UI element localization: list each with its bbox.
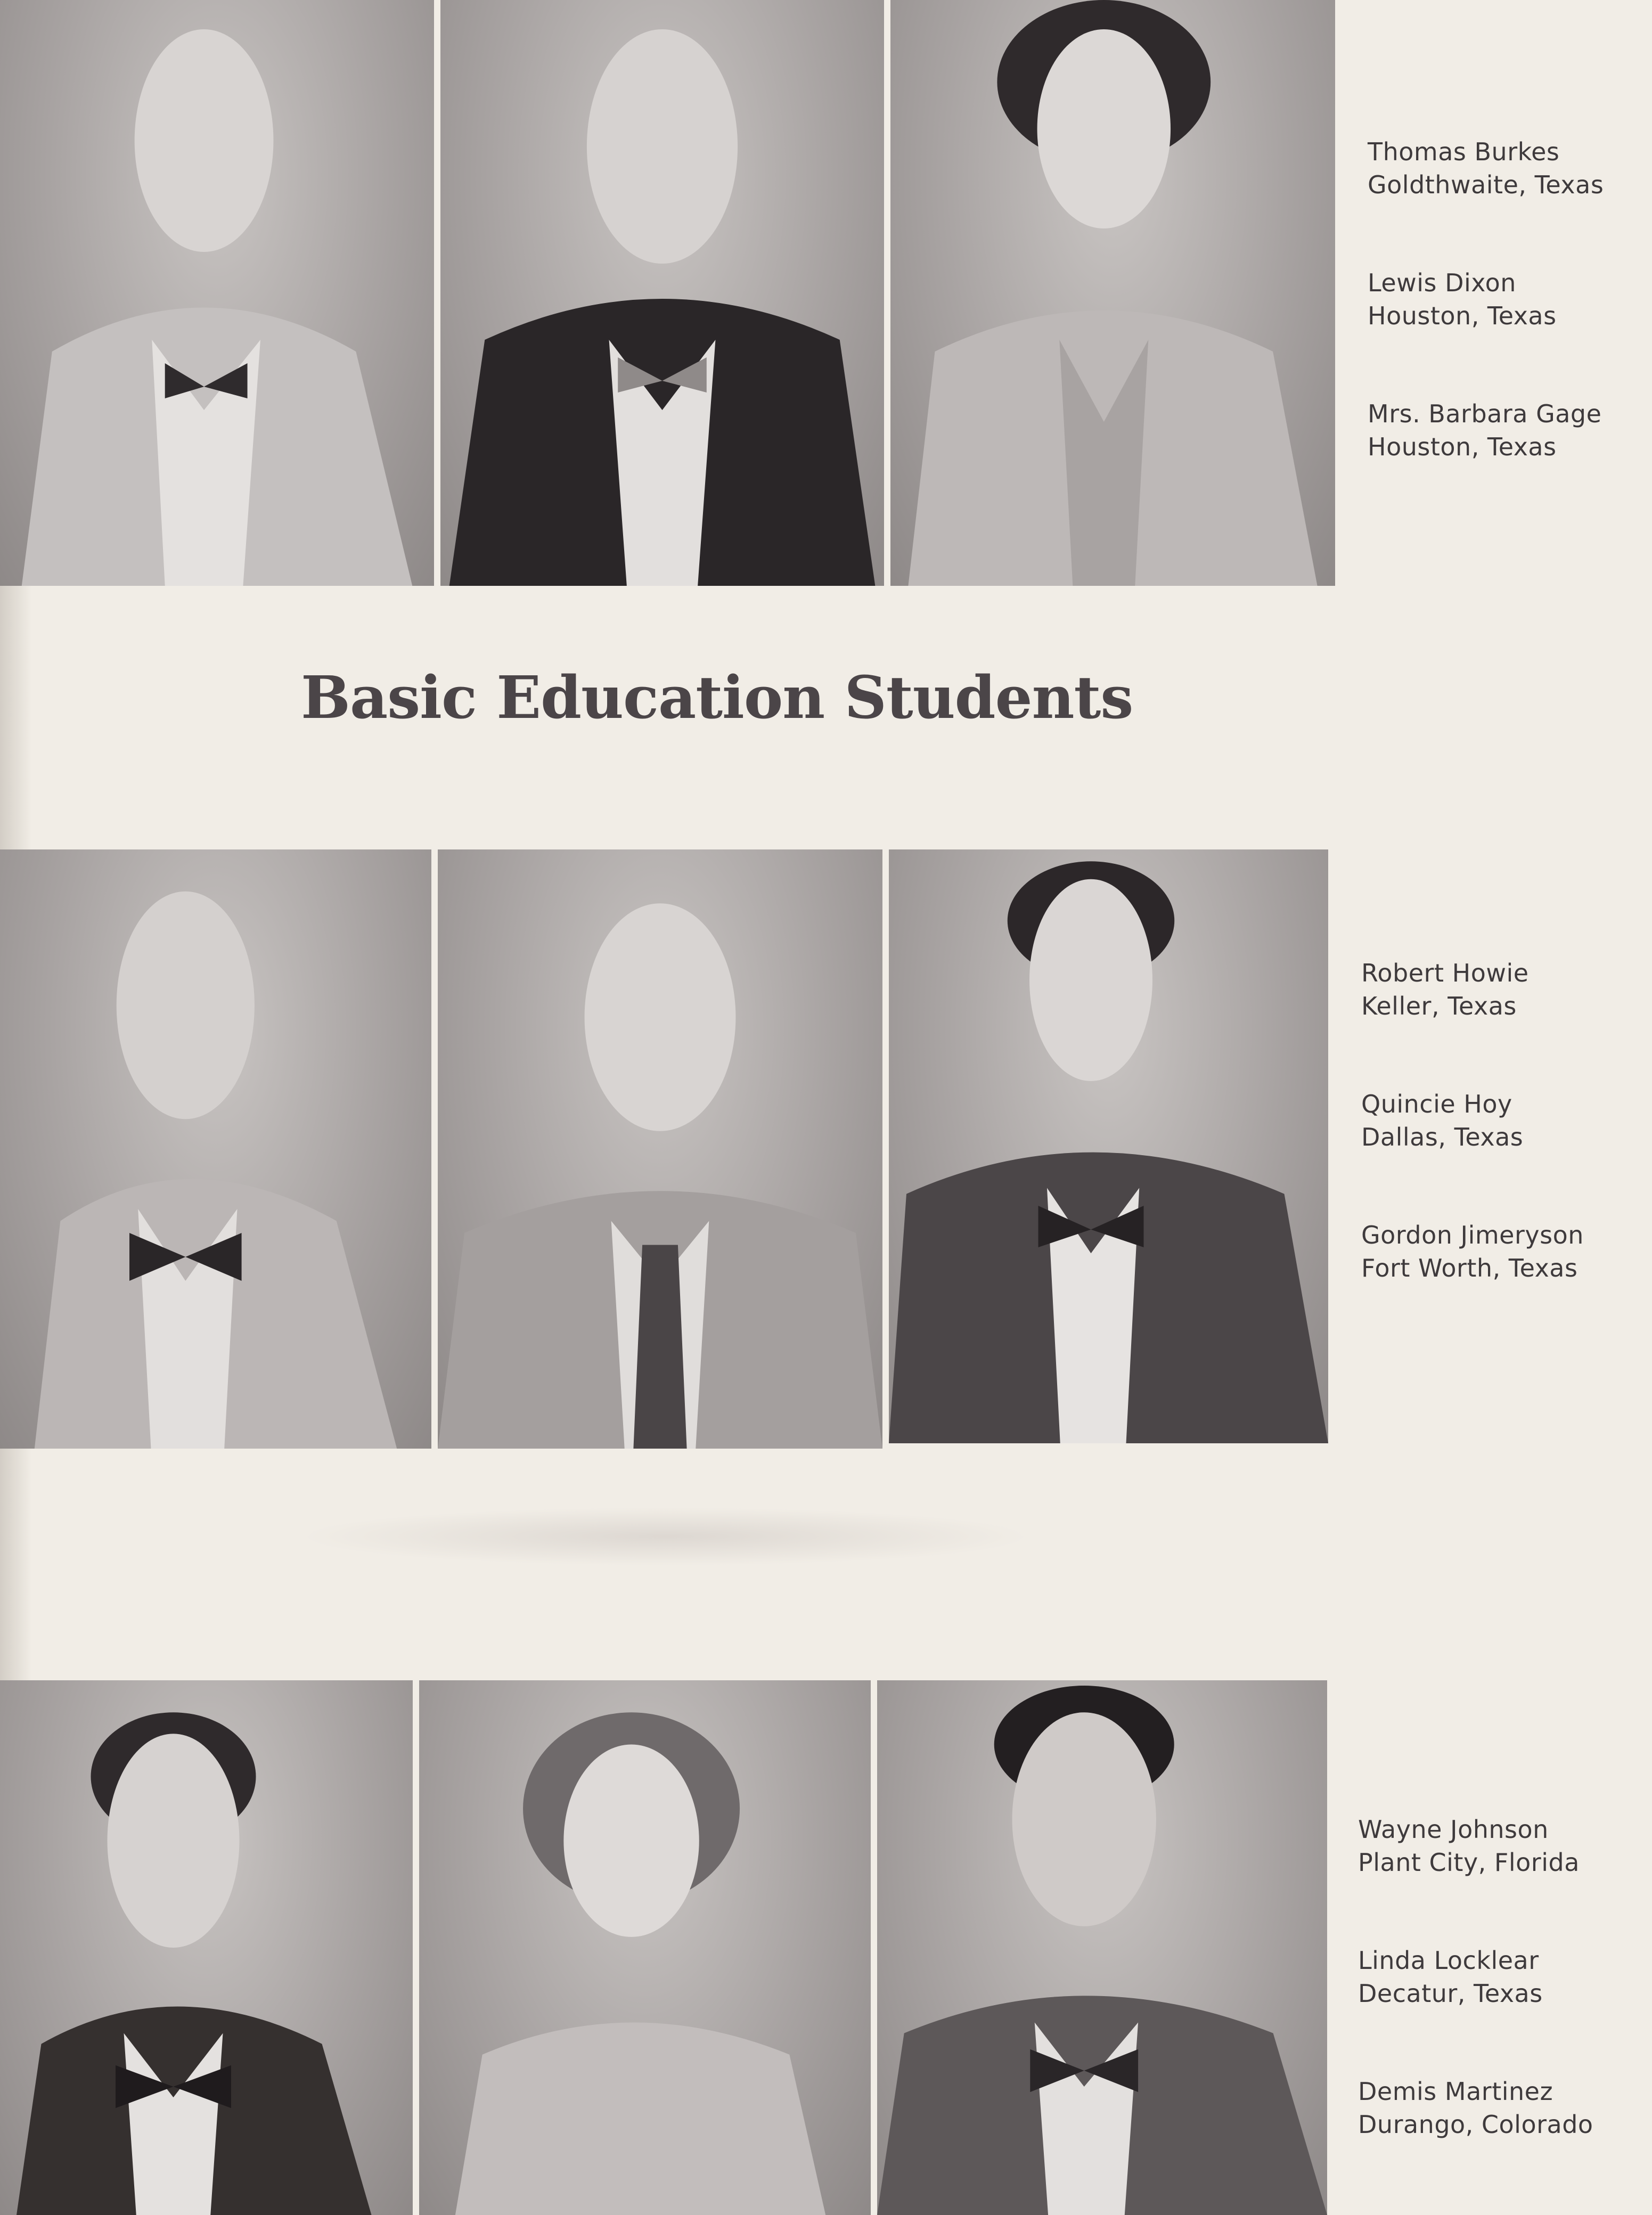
caption-group-1: [1368, 135, 1604, 528]
portrait-photo-wayne-johnson: [0, 1680, 413, 2215]
student-entry: [1361, 1088, 1584, 1154]
student-name: Linda Locklear: [1358, 1946, 1539, 1975]
student-hometown: Goldthwaite, Texas: [1368, 170, 1604, 199]
student-entry: [1368, 135, 1604, 201]
student-entry: [1358, 1813, 1593, 1879]
student-entry: [1358, 2075, 1593, 2141]
student-name: Lewis Dixon: [1368, 268, 1516, 297]
student-entry: [1361, 957, 1584, 1023]
portrait-photo-barbara-gage: [890, 0, 1335, 586]
student-hometown: Houston, Texas: [1368, 301, 1557, 330]
portrait-photo-linda-locklear: [419, 1680, 871, 2215]
student-hometown: Durango, Colorado: [1358, 2110, 1593, 2139]
student-name: Demis Martinez: [1358, 2077, 1553, 2106]
caption-group-2: [1361, 957, 1584, 1350]
student-entry: [1361, 1219, 1584, 1285]
student-hometown: Decatur, Texas: [1358, 1979, 1543, 2008]
portrait-photo-quincie-hoy: [438, 849, 882, 1449]
portrait-photo-lewis-dixon: [440, 0, 884, 586]
student-entry: [1368, 397, 1604, 463]
student-name: Mrs. Barbara Gage: [1368, 399, 1602, 428]
student-hometown: Dallas, Texas: [1361, 1123, 1524, 1151]
student-hometown: Keller, Texas: [1361, 992, 1517, 1020]
student-name: Wayne Johnson: [1358, 1815, 1549, 1844]
portrait-photo-gordon-jimeryson: [889, 849, 1328, 1443]
caption-group-3: [1358, 1813, 1593, 2206]
student-entry: [1368, 266, 1604, 332]
student-name: Quincie Hoy: [1361, 1090, 1512, 1118]
page-title: Basic Education Students: [301, 663, 1133, 732]
student-entry: [1358, 1944, 1593, 2010]
portrait-photo-demis-martinez: [877, 1680, 1327, 2215]
student-hometown: Houston, Texas: [1368, 432, 1557, 461]
show-through-text-smudge: [298, 1507, 1033, 1566]
portrait-photo-thomas-burkes: [0, 0, 434, 586]
student-hometown: Fort Worth, Texas: [1361, 1254, 1578, 1282]
student-name: Thomas Burkes: [1368, 137, 1560, 166]
student-name: Robert Howie: [1361, 959, 1529, 987]
student-hometown: Plant City, Florida: [1358, 1848, 1580, 1877]
student-name: Gordon Jimeryson: [1361, 1221, 1584, 1249]
portrait-photo-robert-howie: [0, 849, 431, 1449]
